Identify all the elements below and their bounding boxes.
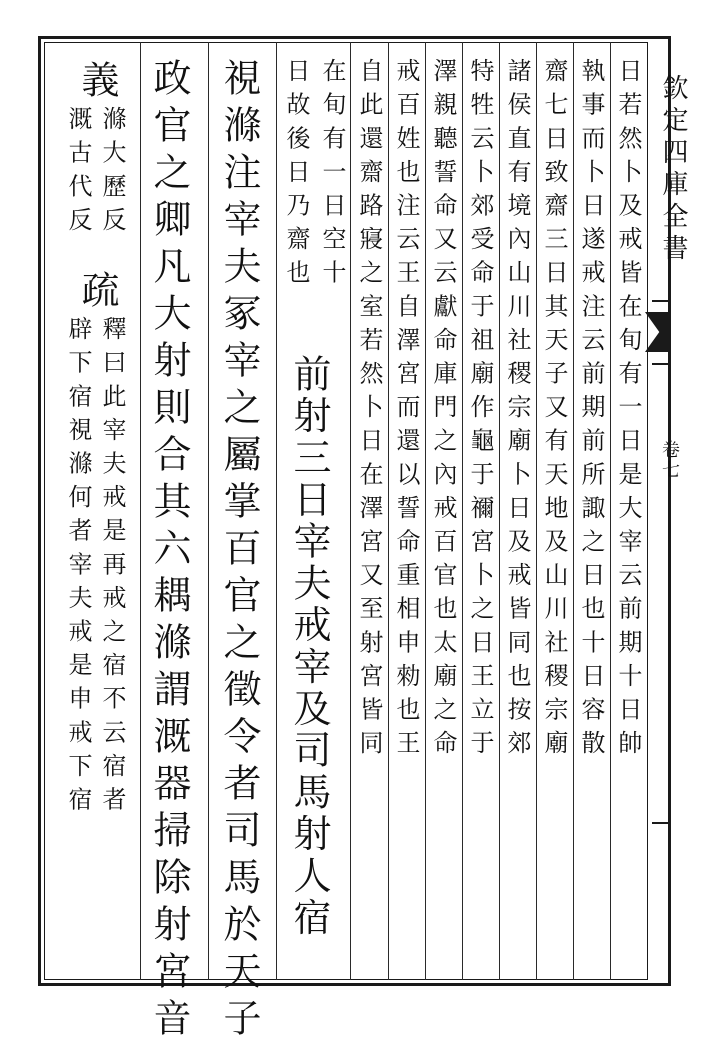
- pronunciation-note: 溉古代反: [64, 106, 92, 241]
- column-rule: [425, 42, 426, 980]
- pronunciation-note: 滌大歷反: [98, 106, 126, 241]
- main-text-char: 疏: [75, 270, 119, 317]
- column-rule: [573, 42, 574, 980]
- main-text-column: 前射三日宰夫戒宰及司馬射人宿: [287, 354, 331, 940]
- column-rule: [388, 42, 389, 980]
- column-rule: [536, 42, 537, 980]
- text-column-5: 特牲云卜郊受命于祖廟作龜于禰宮卜之日王立于: [466, 58, 494, 764]
- commentary-line: 辟下宿視滌何者宰夫戒是申戒下宿: [64, 316, 92, 820]
- main-text-char: 義: [75, 60, 119, 107]
- margin-tick: [652, 822, 671, 824]
- text-column-6: 澤親聽誓命又云獻命庫門之內戒百官也太廟之命: [429, 58, 457, 764]
- fish-tail-line: [652, 300, 671, 302]
- column-rule: [610, 42, 611, 980]
- text-column-2: 執事而卜日遂戒注云前期前所諏之日也十日容散: [577, 58, 605, 764]
- commentary-line: 在旬有一日空十: [318, 58, 346, 294]
- fish-tail-line: [652, 363, 671, 365]
- juan-number: 卷七: [659, 440, 680, 480]
- text-column-1: 日若然卜及戒皆在旬有一日是大宰云前期十日帥: [614, 58, 642, 764]
- column-rule: [350, 42, 351, 980]
- column-rule: [462, 42, 463, 980]
- commentary-line: 日故後日乃齋也: [282, 58, 310, 294]
- text-column-4: 諸侯直有境內山川社稷宗廟卜日及戒皆同也按郊: [503, 58, 531, 764]
- column-rule: [276, 42, 277, 980]
- commentary-line: 釋曰此宰夫戒是再戒之宿不云宿者: [98, 316, 126, 820]
- column-rule: [208, 42, 209, 980]
- column-rule: [140, 42, 141, 980]
- text-column-3: 齋七日致齋三日其天子又有天地及山川社稷宗廟: [540, 58, 568, 764]
- text-column-7: 戒百姓也注云王自澤宮而還以誓命重相申勑也王: [392, 58, 420, 764]
- main-text-column: 政官之卿凡大射則合其六耦滌謂溉器掃除射宮音: [147, 58, 191, 1045]
- book-title: 欽定四庫全書: [658, 74, 688, 266]
- text-column-8: 自此還齋路寢之室若然卜日在澤宮又至射宮皆同: [355, 58, 383, 764]
- main-text-column: 視滌注宰夫冢宰之屬掌百官之徵令者司馬於天子: [217, 58, 261, 1045]
- column-rule: [499, 42, 500, 980]
